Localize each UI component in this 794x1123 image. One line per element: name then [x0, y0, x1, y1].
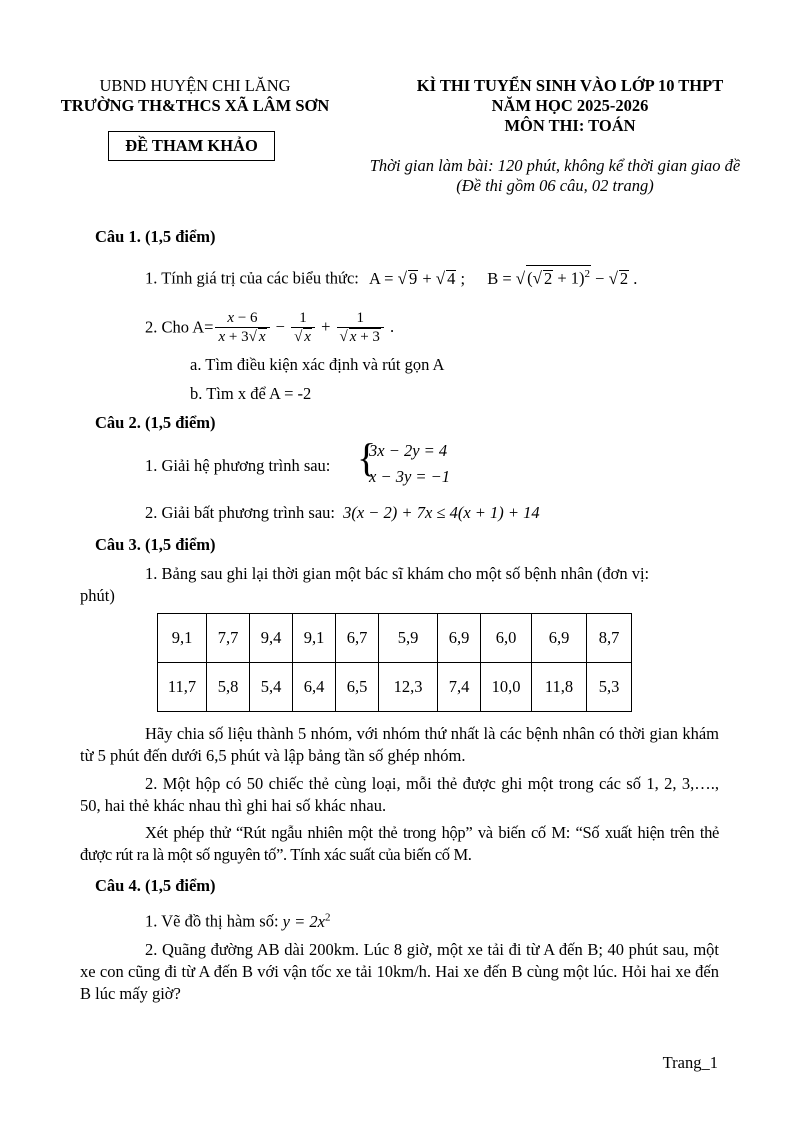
district-name: UBND HUYỆN CHI LĂNG — [99, 76, 291, 95]
reference-stamp: ĐỀ THAM KHẢO — [108, 131, 275, 161]
q3-title: Câu 3. (1,5 điểm) — [95, 535, 216, 554]
q1-item1-text: 1. Tính giá trị của các biểu thức: — [145, 268, 359, 288]
q1-item2 — [145, 310, 394, 347]
exam-title: KÌ THI TUYỂN SINH VÀO LỚP 10 THPT — [416, 76, 724, 95]
q4-paragraph-2: 2. Quãng đường AB dài 200km. Lúc 8 giờ, một xe tải đi từ A đến B; 40 phút sau, một xe con cũng đi từ A đến B với vận tốc xe tải 10km/h. Hai xe đến B cùng một lúc. Hỏi hai xe đến B lúc mấy giờ? — [80, 940, 719, 1003]
table-cell: 7,7 — [207, 614, 250, 663]
table-row — [158, 614, 632, 663]
q3-item1-line1: 1. Bảng sau ghi lại thời gian một bác sĩ khám cho một số bệnh nhân (đơn vị: — [145, 564, 650, 583]
school-year: NĂM HỌC 2025-2026 — [491, 96, 649, 115]
table-cell: 6,9 — [438, 614, 481, 663]
q4-item1 — [145, 907, 330, 932]
q3-paragraph-3: Xét phép thử “Rút ngẫu nhiên một thẻ trong hộp” và biến cố M: “Số xuất hiện trên thẻ được rút ra là một số nguyên tố”. Tính xác suất của biến cố M. — [80, 823, 719, 864]
q2-item2-text: 2. Giải bất phương trình sau: — [145, 503, 335, 522]
table-cell: 6,9 — [532, 614, 587, 663]
table-cell: 6,0 — [481, 614, 532, 663]
q4-item1-text: 1. Vẽ đồ thị hàm số: — [145, 911, 279, 931]
q3-item1-line2: phút) — [80, 586, 115, 605]
left-brace-icon: { — [357, 435, 377, 480]
table-cell: 6,7 — [336, 614, 379, 663]
q1-expr-a2: $\frac{x - 6}{x + 3√ x}$ − $\frac{1}{√ x}$ + $\frac{1}{√ x + 3}$ . — [213, 317, 394, 336]
q1-expr-b: B = √ (√ 2 + 1)$^2$ − √ 2 . — [487, 269, 637, 288]
page-number: Trang_1 — [662, 1053, 718, 1072]
q2-item2 — [145, 503, 540, 523]
q4-title: Câu 4. (1,5 điểm) — [95, 876, 216, 895]
q2-system — [357, 435, 477, 490]
pages-note: (Đề thi gồm 06 câu, 02 trang) — [456, 176, 654, 195]
table-cell: 11,7 — [158, 663, 207, 712]
header-left — [50, 76, 340, 116]
q4-function: $y = 2x^2$ — [282, 911, 331, 931]
table-cell: 7,4 — [438, 663, 481, 712]
q1-part-b: b. Tìm x để A = -2 — [190, 384, 312, 403]
time-note: Thời gian làm bài: 120 phút, không kể thời gian giao đề — [369, 156, 741, 175]
table-cell: 8,7 — [587, 614, 632, 663]
exam-notes — [340, 156, 770, 196]
q2-title: Câu 2. (1,5 điểm) — [95, 413, 216, 432]
q2-inequality: 3(x − 2) + 7x ≤ 4(x + 1) + 14 — [343, 503, 540, 522]
exam-time-table — [157, 613, 632, 712]
q1-item2-prefix: 2. Cho A= — [145, 317, 214, 337]
subject: MÔN THI: TOÁN — [504, 116, 636, 135]
table-cell: 5,4 — [250, 663, 293, 712]
table-cell: 6,4 — [293, 663, 336, 712]
table-cell: 10,0 — [481, 663, 532, 712]
table-cell: 5,8 — [207, 663, 250, 712]
table-row — [158, 663, 632, 712]
table-cell: 5,9 — [379, 614, 438, 663]
table-cell: 9,4 — [250, 614, 293, 663]
q2-eq1: 3x − 2y = 4 — [369, 441, 448, 460]
q3-paragraph-1: Hãy chia số liệu thành 5 nhóm, với nhóm thứ nhất là các bệnh nhân có thời gian khám từ 5 phút đến dưới 6,5 phút và lập bảng tần số ghép nhóm. — [80, 724, 719, 765]
q2-eq2: x − 3y = −1 — [369, 467, 451, 486]
q2-item1-text: 1. Giải hệ phương trình sau: — [145, 456, 331, 475]
q1-title: Câu 1. (1,5 điểm) — [95, 227, 216, 246]
table-cell: 12,3 — [379, 663, 438, 712]
q1-item1 — [145, 265, 637, 289]
table-cell: 5,3 — [587, 663, 632, 712]
q1-part-a: a. Tìm điều kiện xác định và rút gọn A — [190, 355, 445, 374]
header-right — [380, 76, 760, 136]
table-cell: 9,1 — [158, 614, 207, 663]
school-name: TRƯỜNG TH&THCS XÃ LÂM SƠN — [60, 96, 330, 115]
table-cell: 6,5 — [336, 663, 379, 712]
table-cell: 11,8 — [532, 663, 587, 712]
table-cell: 9,1 — [293, 614, 336, 663]
q1-expr-a: A = √ 9 + √ 4 ; — [369, 268, 466, 288]
q3-paragraph-2: 2. Một hộp có 50 chiếc thẻ cùng loại, mỗi thẻ được ghi một trong các số 1, 2, 3,…., 50, hai thẻ khác nhau thì ghi hai số khác nhau. — [80, 774, 719, 815]
